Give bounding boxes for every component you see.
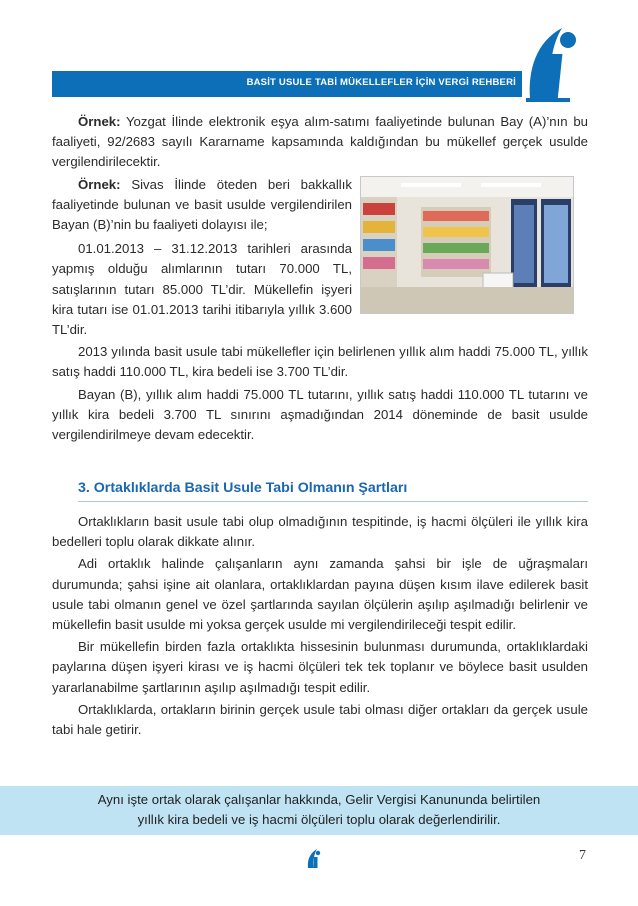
section-divider <box>78 501 588 502</box>
example-paragraph-1 <box>52 112 588 173</box>
section-body <box>52 512 588 740</box>
example-label: Örnek: <box>78 114 121 129</box>
header-bar <box>52 71 522 97</box>
thresholds-paragraph: 2013 yılında basit usule tabi mükellefler için belirlenen yıllık alım haddi 75.000 TL, yıllık satış haddi 110.000 TL, kira bedeli ise 3.700 TL’dir. <box>52 344 588 380</box>
example-label: Örnek: <box>78 176 121 192</box>
section-paragraph: Ortaklıkların basit usule tabi olup olmadığının tespitinde, iş hacmi ölçüleri ile yıllık kira bedelleri toplu olarak dikkate alınır. <box>52 514 588 550</box>
highlight-note-box <box>0 786 638 835</box>
section-paragraph: Bir mükellefin birden fazla ortaklıkta hissesinin bulunması durumunda, ortaklıklardaki paylarına düşen işyeri kirası ve iş hacmi ölçüleri tek tek toplanır ve böylece basit usulden yararlanabilme şartlarının aşılıp aşılmadığı tespit edilir. <box>52 639 588 695</box>
note-line-1: Aynı işte ortak olarak çalışanlar hakkında, Gelir Vergisi Kanununda belirtilen <box>97 792 541 807</box>
note-line-2: yıllık kira bedeli ve iş hacmi ölçüleri toplu olarak değerlendirilir. <box>137 812 501 827</box>
tax-info-logo-icon <box>522 20 584 106</box>
example-text: Sivas İlinde öteden beri bakkallık faaliyetinde bulunan ve basit usulde vergilendirilen Bayan (B)’nin bu faaliyeti dolayısı ile; <box>52 176 352 233</box>
page-number: 7 <box>579 848 586 863</box>
example-figures-paragraph: 01.01.2013 – 31.12.2013 tarihleri arasında yapmış olduğu alımlarının tutarı 70.000 TL, satışlarının tutarı 85.000 TL’dir. Mükellefin işyeri kira tutarı ise 01.01.2013 tarihi itibarıyla yıllık 3.600 TL’dir. <box>52 241 352 338</box>
running-header-title: BASİT USULE TABİ MÜKELLEFLER İÇİN VERGİ REHBERİ <box>246 77 516 88</box>
section-paragraph: Ortaklıklarda, ortakların birinin gerçek usule tabi olması diğer ortakları da gerçek usule tabi hale getirir. <box>52 701 588 738</box>
conclusion-paragraph: Bayan (B), yıllık alım haddi 75.000 TL tutarını, yıllık satış haddi 110.000 TL tutarını ve yıllık kira bedeli 3.700 TL sınırını aşmadığından 2014 döneminde de basit usulde vergilendirilmeye devam edecektir. <box>52 386 588 443</box>
section-heading: 3. Ortaklıklarda Basit Usule Tabi Olmanın Şartları <box>78 480 408 496</box>
section-paragraph: Adi ortaklık halinde çalışanların aynı zamanda şahsi bir işle de uğraşmaları durumunda; şahsi işine ait olanlara, ortaklıklardan payına düşen kısım ilave edilerek basit usule tabi olmanın genel ve özel şartlarında sayılan ölçülerin aşılıp aşılmadığı belirlenir ve mükellefin basit usulde mi yoksa gerçek usulde mi vergilendirileceği tespit edilir. <box>52 556 588 633</box>
example-text: Yozgat İlinde elektronik eşya alım-satımı faaliyetinde bulunan Bay (A)’nın bu faaliyeti, 92/2683 sayılı Kararname kapsamında kaldığından bu mükellef gerçek usulde vergilendirilecektir. <box>52 114 588 170</box>
example-paragraph-2 <box>52 175 352 236</box>
footer-logo-icon <box>306 848 322 870</box>
page-body <box>52 112 588 445</box>
